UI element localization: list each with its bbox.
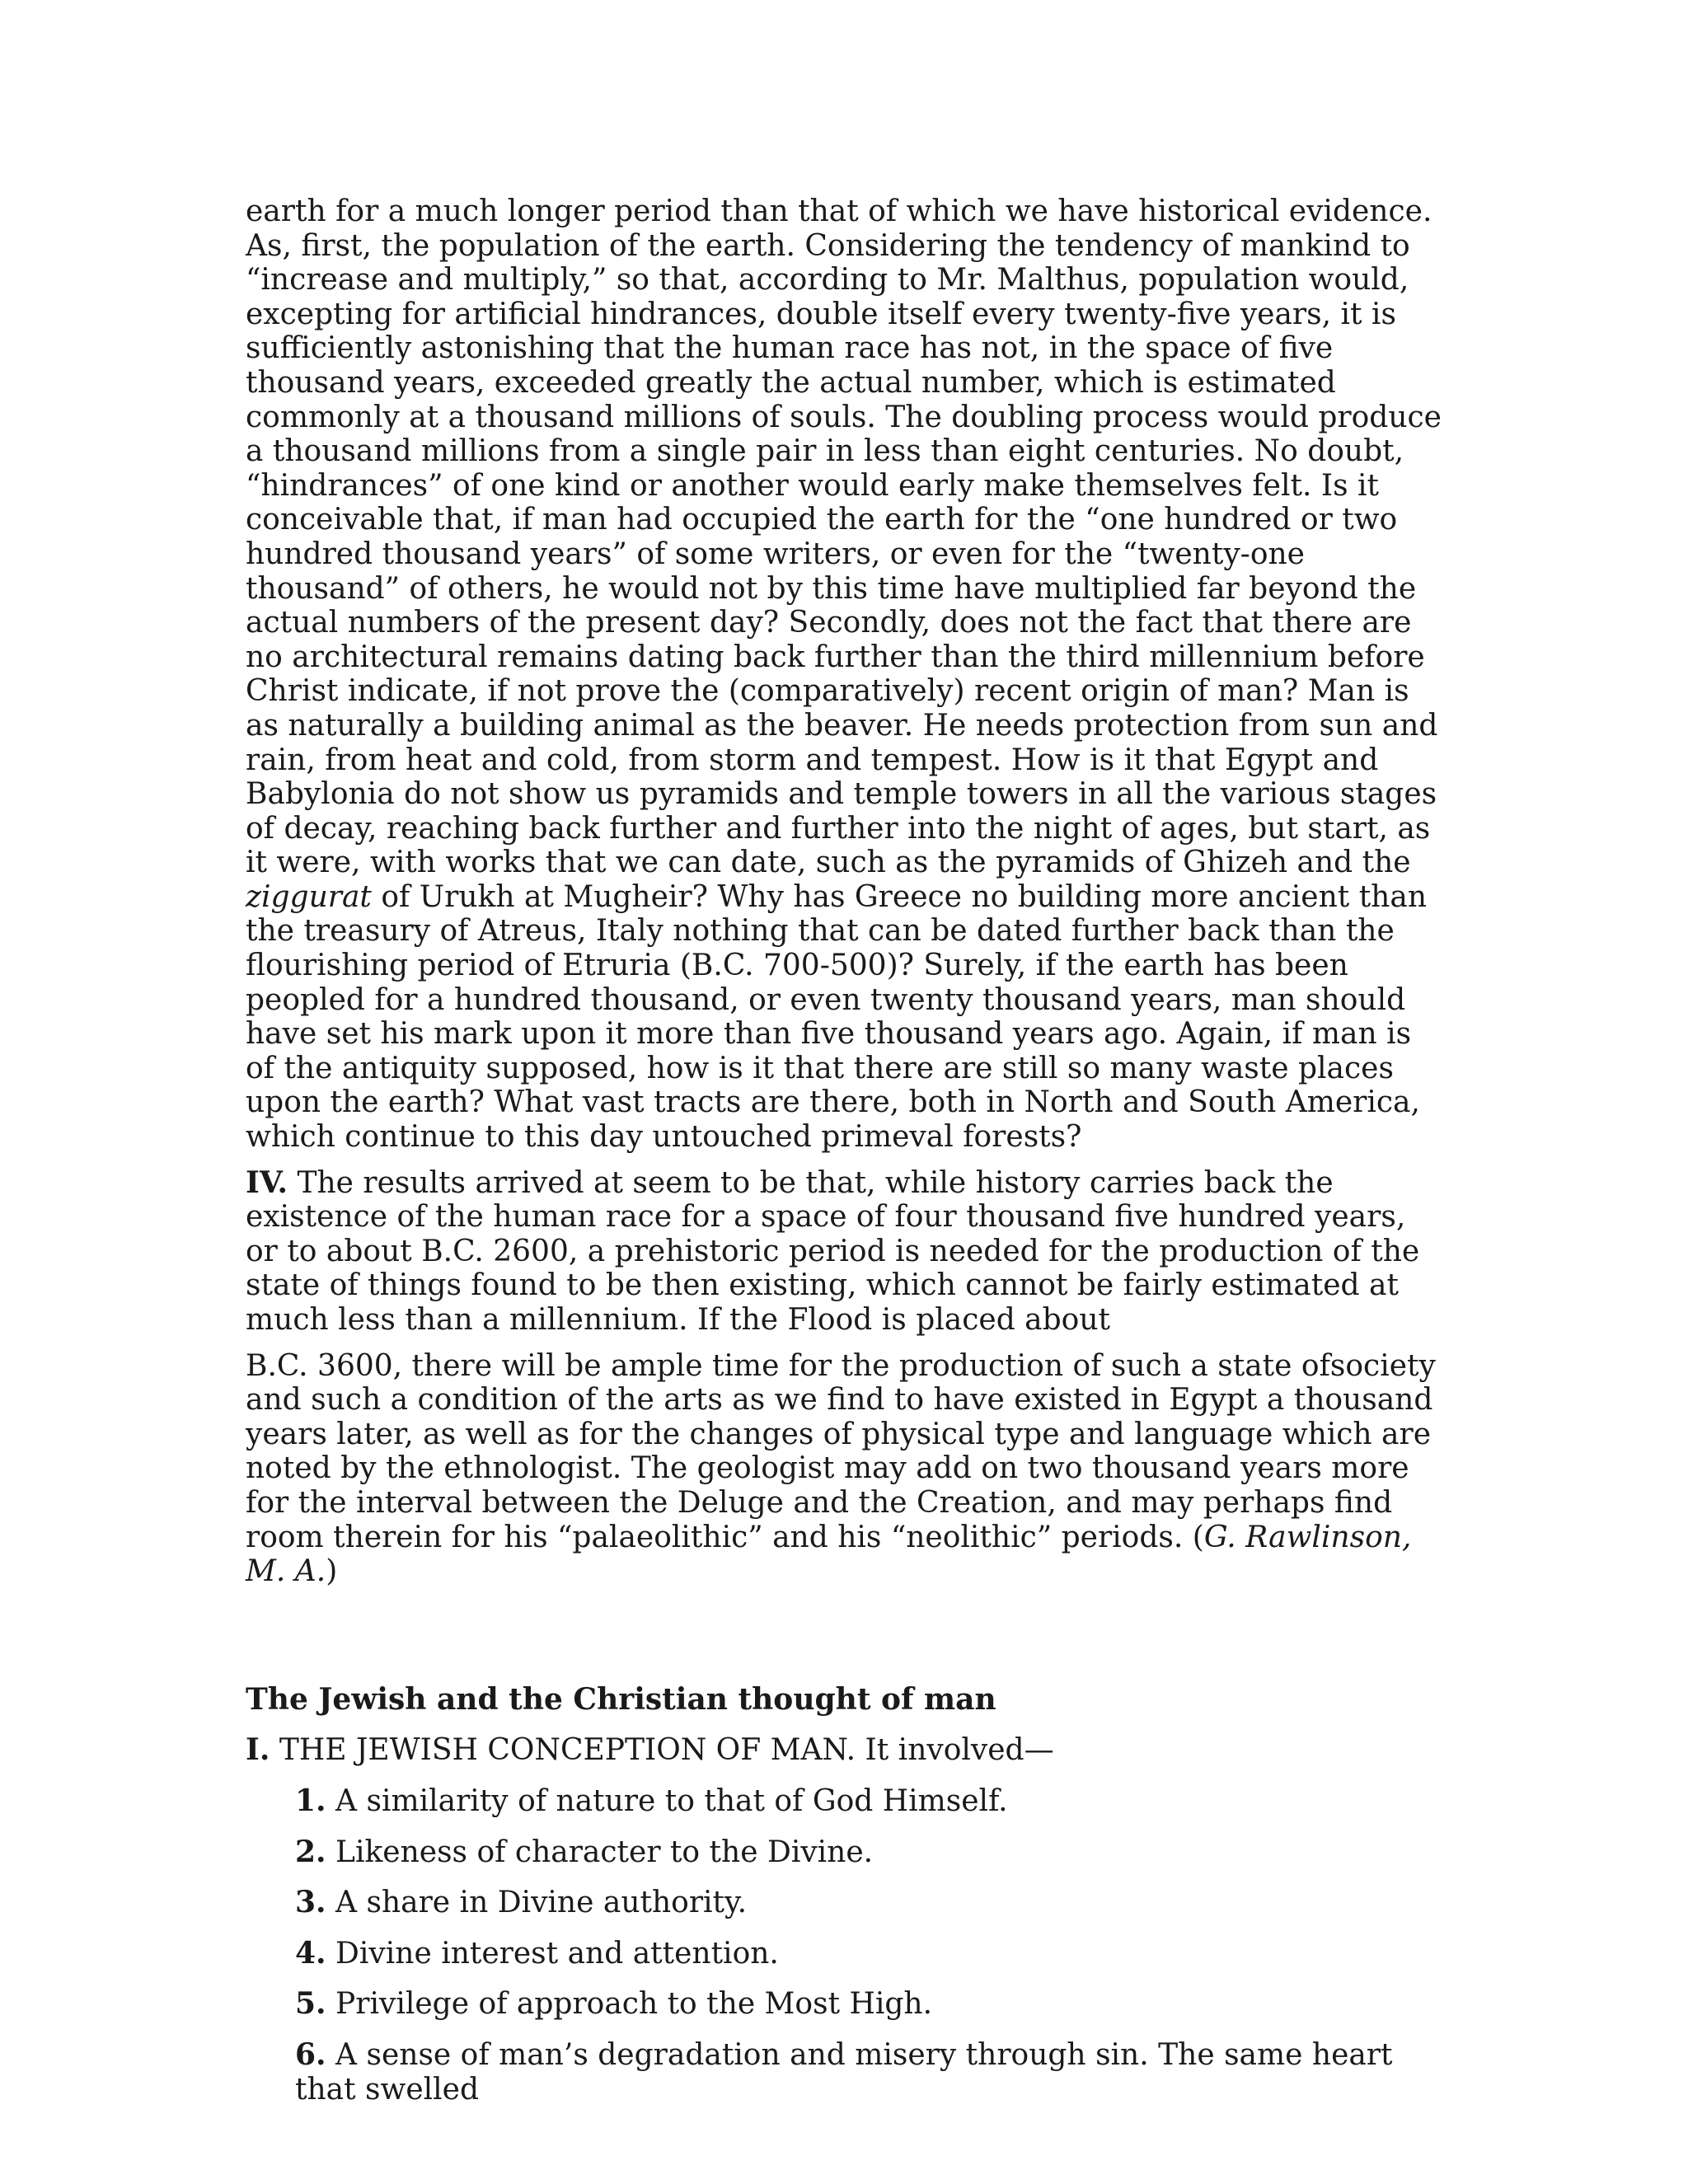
list-number: 2. xyxy=(295,1834,326,1869)
list-number: 6. xyxy=(295,2036,326,2072)
list-item xyxy=(295,1937,1442,1971)
paragraph-text-continued: of Urukh at Mugheir? Why has Greece no building more ancient than the treasury of Atreus, Italy nothing that can be dated further back than the flourishing period of Etruria (B.C. 700-500)? Surely, if the earth has been peopled for a hundred thousand, or even twenty thousand years, man should have set his mark upon it more than five thousand years ago. Again, if man is of the antiquity supposed, how is it that there are still so many waste places upon the earth? What vast tracts are there, both in North and South America, which continue to this day untouched primeval forests? xyxy=(246,879,1427,1155)
section-numeral: I. xyxy=(246,1732,270,1768)
list-item xyxy=(295,1886,1442,1920)
list-item xyxy=(295,2038,1442,2107)
section-intro xyxy=(246,1733,1442,1768)
list-item xyxy=(295,1835,1442,1870)
attribution: G. Rawlinson, M. A. xyxy=(246,1520,1412,1589)
list-item xyxy=(295,1784,1442,1819)
numbered-list xyxy=(246,1784,1442,2107)
list-text: Divine interest and attention. xyxy=(326,1936,779,1971)
list-number: 4. xyxy=(295,1935,326,1971)
section-numeral: IV. xyxy=(246,1165,288,1200)
italic-term: ziggurat xyxy=(246,879,372,914)
list-number: 5. xyxy=(295,1986,326,2022)
paragraph-text: The results arrived at seem to be that, while history carries back the existence of the human race for a space of four thousand five hundred years, or to about B.C. 2600, a prehistoric period is needed for the production of the state of things found to be then existing, which cannot be fairly estimated at much less than a millennium. If the Flood is placed about xyxy=(246,1165,1420,1337)
document-page xyxy=(246,194,1442,2123)
body-paragraph-flood-date xyxy=(246,1349,1442,1589)
section-gap xyxy=(246,1601,1442,1683)
list-number: 1. xyxy=(295,1783,326,1818)
list-text: A share in Divine authority. xyxy=(326,1886,748,1920)
list-item xyxy=(295,1987,1442,2022)
paragraph-end: ) xyxy=(326,1554,338,1589)
list-text: A sense of man’s degradation and misery through sin. The same heart that swelled xyxy=(295,2037,1393,2107)
list-text: Likeness of character to the Divine. xyxy=(326,1835,874,1869)
intro-text: THE JEWISH CONCEPTION OF MAN. It involved— xyxy=(270,1733,1054,1768)
list-text: Privilege of approach to the Most High. xyxy=(326,1987,933,2022)
paragraph-text: B.C. 3600, there will be ample time for the production of such a state ofsociety and such a condition of the arts as we find to have existed in Egypt a thousand years later, as well as for the changes of physical type and language which are noted by the ethnologist. The geologist may add on two thousand years more for the interval between the Deluge and the Creation, and may perhaps find room therein for his “palaeolithic” and his “neolithic” periods. ( xyxy=(246,1348,1436,1554)
body-paragraph-population xyxy=(246,194,1442,1155)
list-text: A similarity of nature to that of God Himself. xyxy=(326,1783,1008,1818)
section-heading: The Jewish and the Christian thought of man xyxy=(246,1681,996,1717)
paragraph-text: earth for a much longer period than that of which we have historical evidence. As, first, the population of the earth. Considering the tendency of mankind to “increase and multiply,” so that, according to Mr. Malthus, population would, excepting for artificial hindrances, double itself every twenty-five years, it is sufficiently astonishing that the human race has not, in the space of five thousand years, exceeded greatly the actual number, which is estimated commonly at a thousand millions of souls. The doubling process would produce a thousand millions from a single pair in less than eight centuries. No doubt, “hindrances” of one kind or another would early make themselves felt. Is it conceivable that, if man had occupied the earth for the “one hundred or two hundred thousand years” of some writers, or even for the “twenty-one thousand” of others, he would not by this time have multiplied far beyond the actual numbers of the present day? Secondly, does not the fact that there are no architectural remains dating back further than the third millennium before Christ indicate, if not prove the (comparatively) recent origin of man? Man is as naturally a building animal as the beaver. He needs protection from sun and rain, from heat and cold, from storm and tempest. How is it that Egypt and Babylonia do not show us pyramids and temple towers in all the various stages of decay, reaching back further and further into the night of ages, but start, as it were, with works that we can date, such as the pyramids of Ghizeh and the xyxy=(246,194,1442,880)
list-number: 3. xyxy=(295,1885,326,1920)
body-paragraph-results xyxy=(246,1166,1442,1338)
